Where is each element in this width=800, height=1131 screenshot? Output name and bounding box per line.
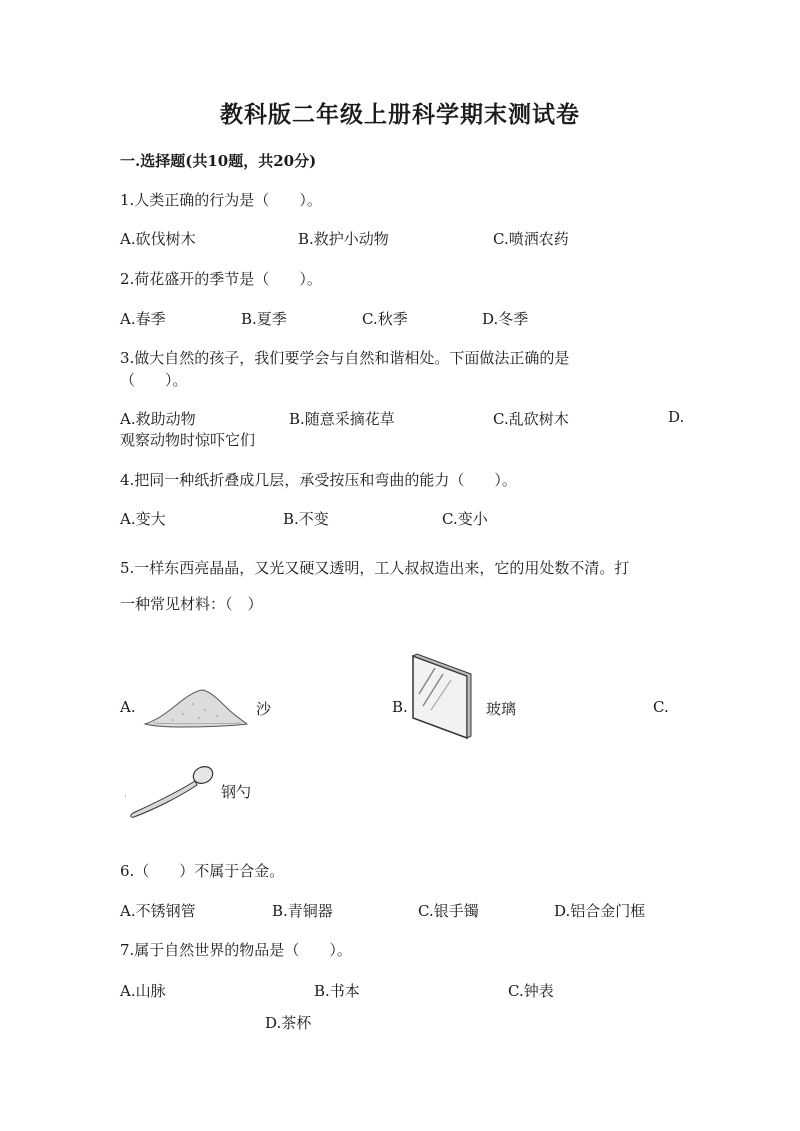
question-4-option-c[interactable]: C.变小 — [442, 510, 488, 528]
question-2-option-c[interactable]: C.秋季 — [362, 310, 408, 328]
question-5-text-line1: 5.一样东西亮晶晶，又光又硬又透明，工人叔叔造出来，它的用处数不清。打 — [120, 559, 630, 577]
question-6-text: 6.（ ）不属于合金。 — [120, 862, 285, 880]
question-3-text-line1: 3.做大自然的孩子，我们要学会与自然和谐相处。下面做法正确的是 — [120, 349, 570, 367]
question-1-option-c[interactable]: C.喷洒农药 — [493, 230, 569, 248]
question-1-option-a[interactable]: A.砍伐树木 — [120, 230, 196, 248]
question-5-option-a[interactable]: A. — [120, 698, 136, 716]
question-7-option-a[interactable]: A.山脉 — [120, 982, 166, 1000]
question-3-text-line2: （ ）。 — [120, 371, 188, 389]
question-3-option-a[interactable]: A.救助动物 — [120, 410, 196, 428]
question-3-option-d[interactable]: D. — [668, 408, 685, 426]
exam-title: 教科版二年级上册科学期末测试卷 — [220, 101, 580, 128]
question-2-option-a[interactable]: A.春季 — [120, 310, 166, 328]
question-5-caption-sand: 沙 — [256, 700, 272, 718]
section-heading: 一.选择题(共10题，共20分) — [120, 152, 317, 170]
question-3-option-b[interactable]: B.随意采摘花草 — [289, 410, 395, 428]
question-6-option-a[interactable]: A.不锈钢管 — [120, 902, 196, 920]
question-7-option-d[interactable]: D.茶杯 — [265, 1014, 312, 1032]
question-4-option-b[interactable]: B.不变 — [283, 510, 329, 528]
question-5-caption-glass: 玻璃 — [486, 700, 517, 718]
question-3-option-c[interactable]: C.乱砍树木 — [493, 410, 569, 428]
question-5-caption-spoon: 钢勺 — [221, 783, 252, 801]
question-4-text: 4.把同一种纸折叠成几层，承受按压和弯曲的能力（ ）。 — [120, 471, 517, 489]
question-6-option-b[interactable]: B.青铜器 — [272, 902, 333, 920]
question-1-text: 1.人类正确的行为是（ ）。 — [120, 191, 322, 209]
question-5-text-line2: 一种常见材料：（ ） — [120, 595, 263, 613]
question-7-text: 7.属于自然世界的物品是（ ）。 — [120, 941, 352, 959]
question-2-text: 2.荷花盛开的季节是（ ）。 — [120, 270, 322, 288]
question-4-option-a[interactable]: A.变大 — [120, 510, 166, 528]
question-3-option-d-continued: 观察动物时惊吓它们 — [120, 431, 256, 449]
question-7-option-c[interactable]: C.钟表 — [508, 982, 554, 1000]
question-6-option-d[interactable]: D.铝合金门框 — [554, 902, 646, 920]
spoon-image — [125, 763, 217, 821]
question-5-option-b[interactable]: B. — [392, 698, 408, 716]
question-2-option-d[interactable]: D.冬季 — [482, 310, 529, 328]
question-6-option-c[interactable]: C.银手镯 — [418, 902, 479, 920]
question-1-option-b[interactable]: B.救护小动物 — [298, 230, 389, 248]
question-2-option-b[interactable]: B.夏季 — [241, 310, 287, 328]
question-5-option-c[interactable]: C. — [653, 698, 669, 716]
sand-pile-image — [143, 684, 249, 730]
glass-pane-image — [411, 654, 471, 740]
question-7-option-b[interactable]: B.书本 — [314, 982, 360, 1000]
